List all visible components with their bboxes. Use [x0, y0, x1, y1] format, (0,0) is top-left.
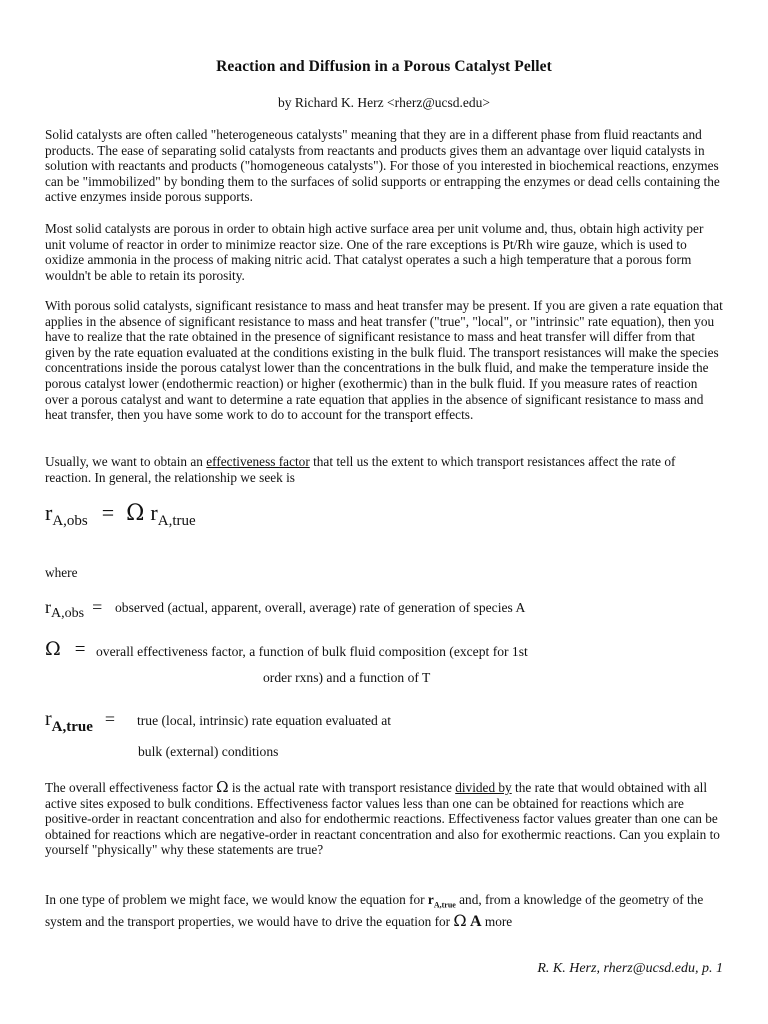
omega-symbol: Ω: [216, 778, 229, 796]
omega-symbol: Ω: [45, 638, 61, 660]
document-title: Reaction and Diffusion in a Porous Catalyst Pellet: [216, 58, 552, 75]
text: In one type of problem we might face, we would know the equation for: [45, 892, 428, 907]
rate-symbol: r: [45, 708, 52, 730]
definition-r-obs: [45, 597, 103, 621]
author-line: by Richard K. Herz <rherz@ucsd.edu>: [277, 95, 491, 110]
where-label: where: [45, 565, 78, 580]
omega-symbol: Ω: [126, 501, 145, 526]
definition-omega-line2: order rxns) and a function of T: [263, 670, 431, 685]
definition-omega-line1: overall effectiveness factor, a function of bulk fluid composition (except for 1st: [96, 644, 528, 659]
paragraph-effectiveness-factor-explanation: [45, 780, 723, 858]
definition-r-true: [45, 708, 116, 735]
equals-sign: =: [101, 500, 115, 525]
underlined-term-effectiveness-factor: effectiveness factor: [206, 454, 310, 469]
main-equation: [45, 500, 196, 529]
text: is the actual rate with transport resistance: [228, 780, 456, 795]
text: that tell us the extent to which transport resistances affect the rate of reaction. In general, the relationship we seek is: [45, 454, 676, 485]
rate-subscript-true: A,true: [433, 900, 456, 910]
text: Usually, we want to obtain an: [45, 454, 207, 469]
rate-subscript-obs: A,obs: [52, 513, 88, 529]
rate-subscript-obs: A,obs: [51, 606, 85, 621]
rate-symbol: r: [427, 892, 434, 907]
rate-subscript-true: A,true: [157, 513, 196, 529]
text: the rate that would obtained with all active sites exposed to bulk conditions. Effectiveness factor values less than one can be obtained for reactions which are positive-order in reactant concentration and also for endothermic reactions. Effectiveness factor values greater than one can be obtained for reactions which are negative-order in reactant concentration and also for exothermic reactions. Can you explain to yourself "physically" why these statements are true?: [45, 780, 720, 858]
underlined-term-divided-by: divided by: [455, 780, 512, 795]
rate-symbol: r: [150, 500, 158, 525]
definition-omega: [45, 638, 85, 661]
definition-r-obs-text: observed (actual, apparent, overall, average) rate of generation of species A: [115, 600, 526, 615]
rate-symbol: r: [45, 597, 51, 617]
page-footer: R. K. Herz, rherz@ucsd.edu, p. 1: [537, 961, 723, 976]
paragraph-transport-resistance: With porous solid catalysts, significant resistance to mass and heat transfer may be present. If you are given a rate equation that applies in the absence of significant resistance to mass and heat transfer ("true", "local", or "intrinsic" rate equation), then you have to realize that the rate obtained in the presence of significant resistance to mass and heat transfer will differ from that given by the rate equation evaluated at the conditions existing in the bulk fluid. The transport resistances will make the species concentrations inside the porous catalyst lower than the concentrations in the bulk fluid, and make the temperature inside the porous catalyst lower (endothermic reaction) or higher (exothermic) than in the bulk fluid. If you measure rates of reaction over a porous catalyst and want to determine a rate equation that applies in the absence of significant resistance to mass and heat transfer, then you have some work to do to account for the transport effects.: [45, 298, 723, 423]
paragraph-effectiveness-factor-intro: [45, 454, 723, 485]
text: more: [481, 914, 513, 930]
paragraph-problem-type: [45, 892, 723, 930]
paragraph-heterogeneous-catalysts: Solid catalysts are often called "heterogeneous catalysts" meaning that they are in a different phase from fluid reactants and products. The ease of separating solid catalysts from reactants and products gives them an advantage over liquid catalysts in solution with reactants and products ("homogeneous catalysts"). For those of you interested in biochemical reactions, enzymes can be "immobilized" by bonding them to the surfaces of solid supports or entrapping the enzymes or dead cells containing the active enzymes inside porous supports.: [45, 127, 720, 205]
text: and, from a knowledge of the geometry of the system and the transport properties, we would have to drive the equation for: [45, 892, 704, 930]
rate-subscript-true: A,true: [51, 719, 93, 735]
text: The overall effectiveness factor: [45, 780, 217, 795]
equals-sign: =: [92, 597, 103, 617]
omega-symbol: Ω: [453, 911, 467, 931]
definition-r-true-line1: true (local, intrinsic) rate equation evaluated at: [137, 713, 392, 728]
rate-symbol: r: [45, 500, 53, 525]
paragraph-porous-catalysts: Most solid catalysts are porous in order to obtain high active surface area per unit volume and, thus, obtain high activity per unit volume of reactor in order to minimize reactor size. One of the rare exceptions is Pt/Rh wire gauze, which is used to oxidize ammonia in the process of making nitric acid. That catalyst operates a such a high temperature that a porous form wouldn't be able to retain its porosity.: [45, 221, 704, 283]
species-a-symbol: A: [470, 913, 482, 931]
definition-r-true-line2: bulk (external) conditions: [138, 744, 279, 759]
equals-sign: =: [104, 709, 116, 729]
equals-sign: =: [74, 639, 86, 660]
